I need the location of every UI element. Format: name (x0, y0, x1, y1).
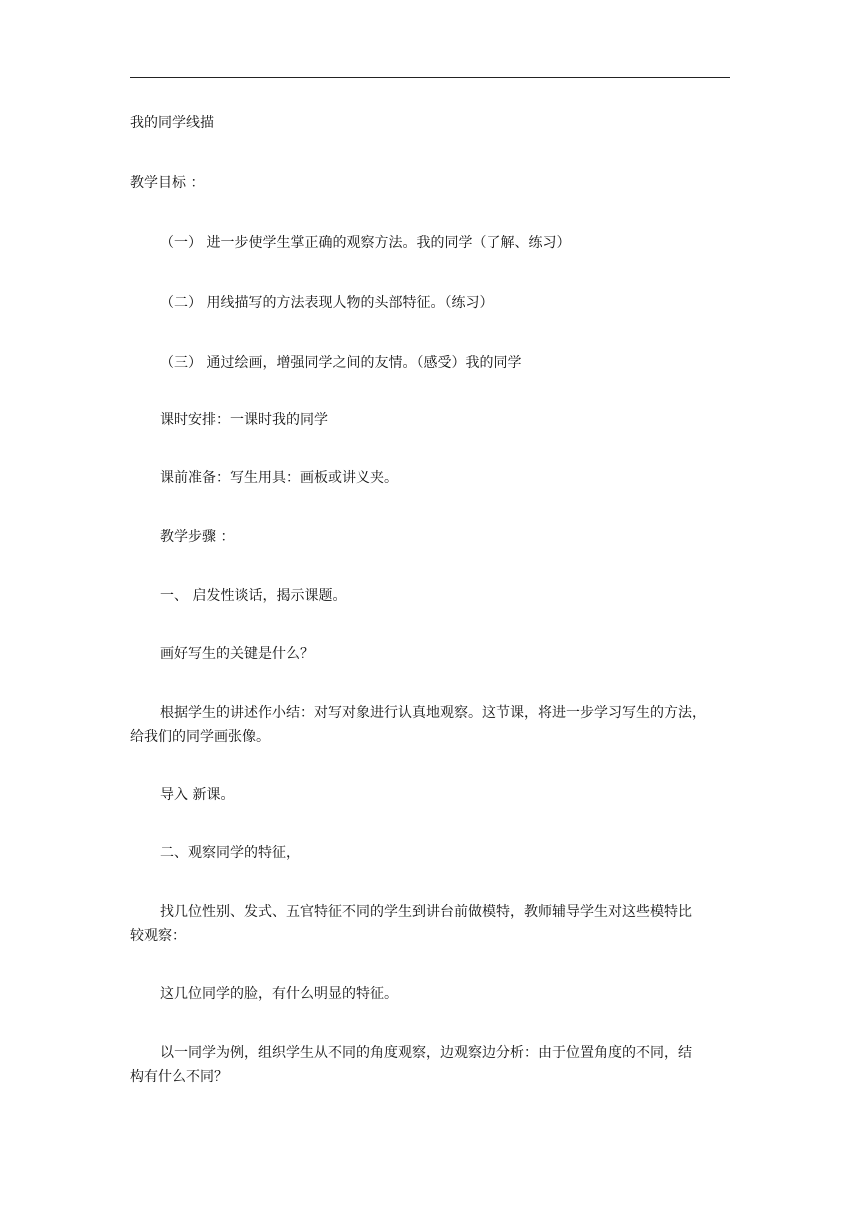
step-2: 二、观察同学的特征， (160, 845, 300, 861)
angle-line-1: 以一同学为例，组织学生从不同的角度观察，边观察边分析：由于位置角度的不同，结 (160, 1045, 692, 1061)
preparation: 课前准备：写生用具：画板或讲义夹。 (160, 470, 398, 486)
goal-1: （一） 进一步使学生掌正确的观察方法。我的同学（了解、练习） (160, 235, 571, 251)
summary-line-2: 给我们的同学画张像。 (130, 729, 270, 745)
model-line-1: 找几位性别、发式、五官特征不同的学生到讲台前做模特，教师辅导学生对这些模特比 (160, 904, 692, 920)
intro-new-lesson: 导入 新课。 (160, 787, 235, 803)
steps-heading: 教学步骤 ： (160, 529, 235, 545)
goal-3: （三） 通过绘画，增强同学之间的友情。（感受）我的同学 (160, 355, 522, 371)
schedule: 课时安排：一课时我的同学 (160, 412, 328, 428)
summary-line-1: 根据学生的讲述作小结：对写对象进行认真地观察。这节课，将进一步学习写生的方法， (160, 705, 706, 721)
goals-heading: 教学目标 ： (130, 175, 205, 191)
angle-line-2: 构有什么不同？ (130, 1069, 228, 1085)
question-1: 画好写生的关键是什么？ (160, 646, 314, 662)
model-line-2: 较观察： (130, 928, 186, 944)
doc-title: 我的同学线描 (130, 115, 214, 131)
faces-question: 这几位同学的脸，有什么明显的特征。 (160, 986, 398, 1002)
goal-2: （二） 用线描写的方法表现人物的头部特征。（练习） (160, 295, 494, 311)
step-1: 一、 启发性谈话，揭示课题。 (160, 588, 347, 604)
header-rule (130, 77, 730, 78)
